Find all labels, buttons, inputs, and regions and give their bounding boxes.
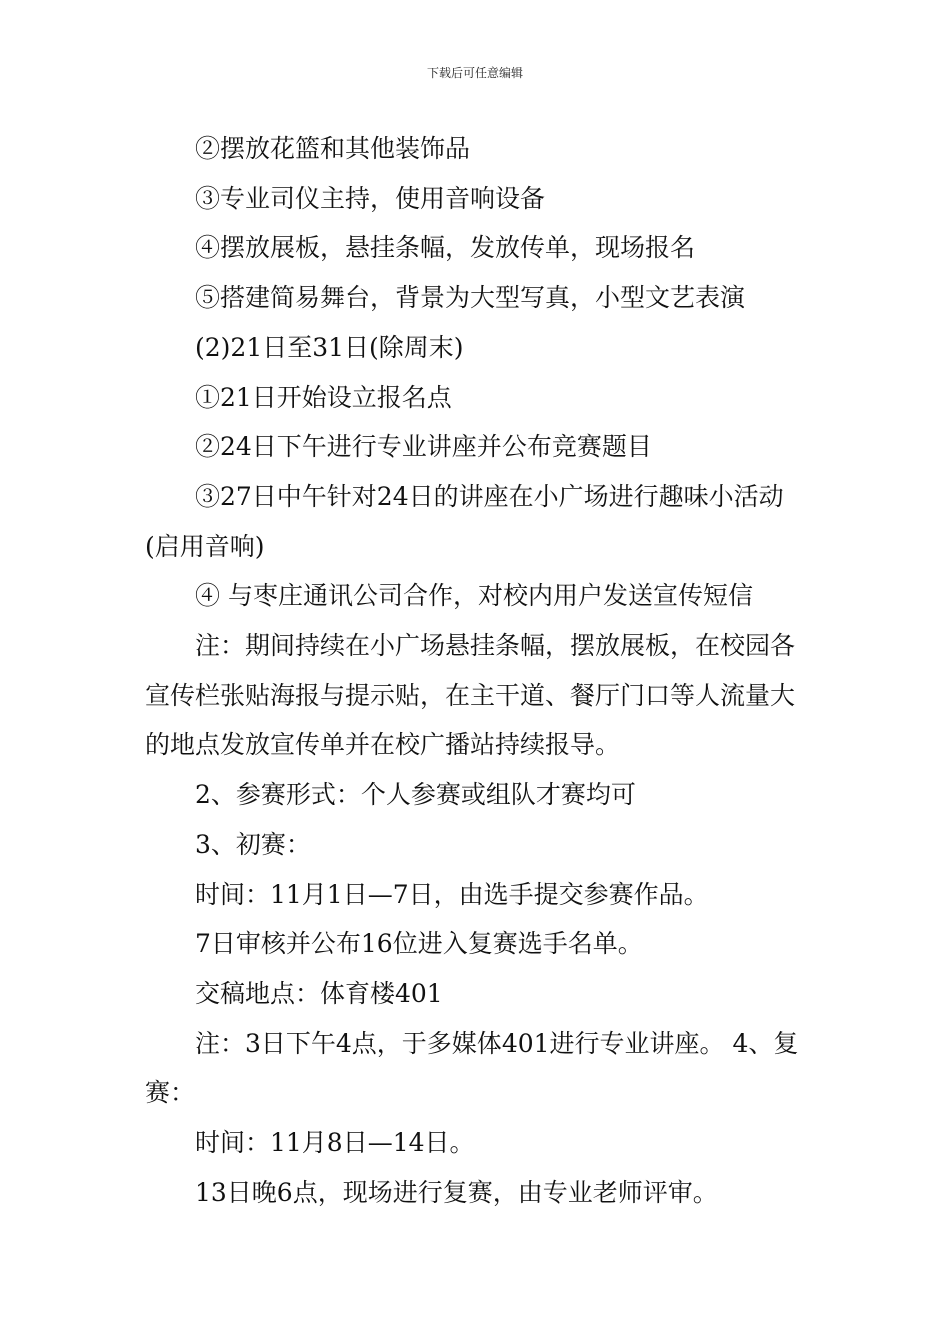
body-paragraph: 交稿地点：体育楼401 [195,978,443,1008]
body-paragraph: 注：期间持续在小广场悬挂条幅，摆放展板，在校园各宣传栏张贴海报与提示贴，在主干道、餐厅门口等人流量大的地点发放宣传单并在校广播站持续报导。 [145,631,796,760]
body-paragraph: (2)21日至31日(除周末) [195,332,464,362]
body-paragraph: ①21日开始设立报名点 [195,382,452,412]
body-paragraph: ③27日中午针对24日的讲座在小广场进行趣味小活动(启用音响) [145,481,784,561]
body-paragraph: ⑤搭建简易舞台，背景为大型写真，小型文艺表演 [195,283,746,313]
body-paragraph: 13日晚6点，现场进行复赛，由专业老师评审。 [195,1177,718,1207]
body-paragraph: ④摆放展板，悬挂条幅，发放传单，现场报名 [195,233,696,263]
body-paragraph: 7日审核并公布16位进入复赛选手名单。 [195,929,643,959]
body-paragraph: ③专业司仪主持，使用音响设备 [195,183,546,213]
page-header-note: 下载后可任意编辑 [426,66,523,80]
body-paragraph: 时间：11月1日—7日，由选手提交参赛作品。 [195,879,709,909]
body-paragraph: 2、参赛形式：个人参赛或组队才赛均可 [195,780,636,810]
body-paragraph: ②摆放花篮和其他装饰品 [195,134,471,163]
body-paragraph: 3、初赛： [195,829,311,859]
body-paragraph: 注：3日下午4点，于多媒体401进行专业讲座。 4、复赛： [145,1028,799,1108]
body-paragraph: ④ 与枣庄通讯公司合作，对校内用户发送宣传短信 [195,581,753,611]
document-body [145,124,810,1217]
body-paragraph: 时间：11月8日—14日。 [195,1128,475,1158]
body-paragraph: ②24日下午进行专业讲座并公布竞赛题目 [195,432,652,462]
